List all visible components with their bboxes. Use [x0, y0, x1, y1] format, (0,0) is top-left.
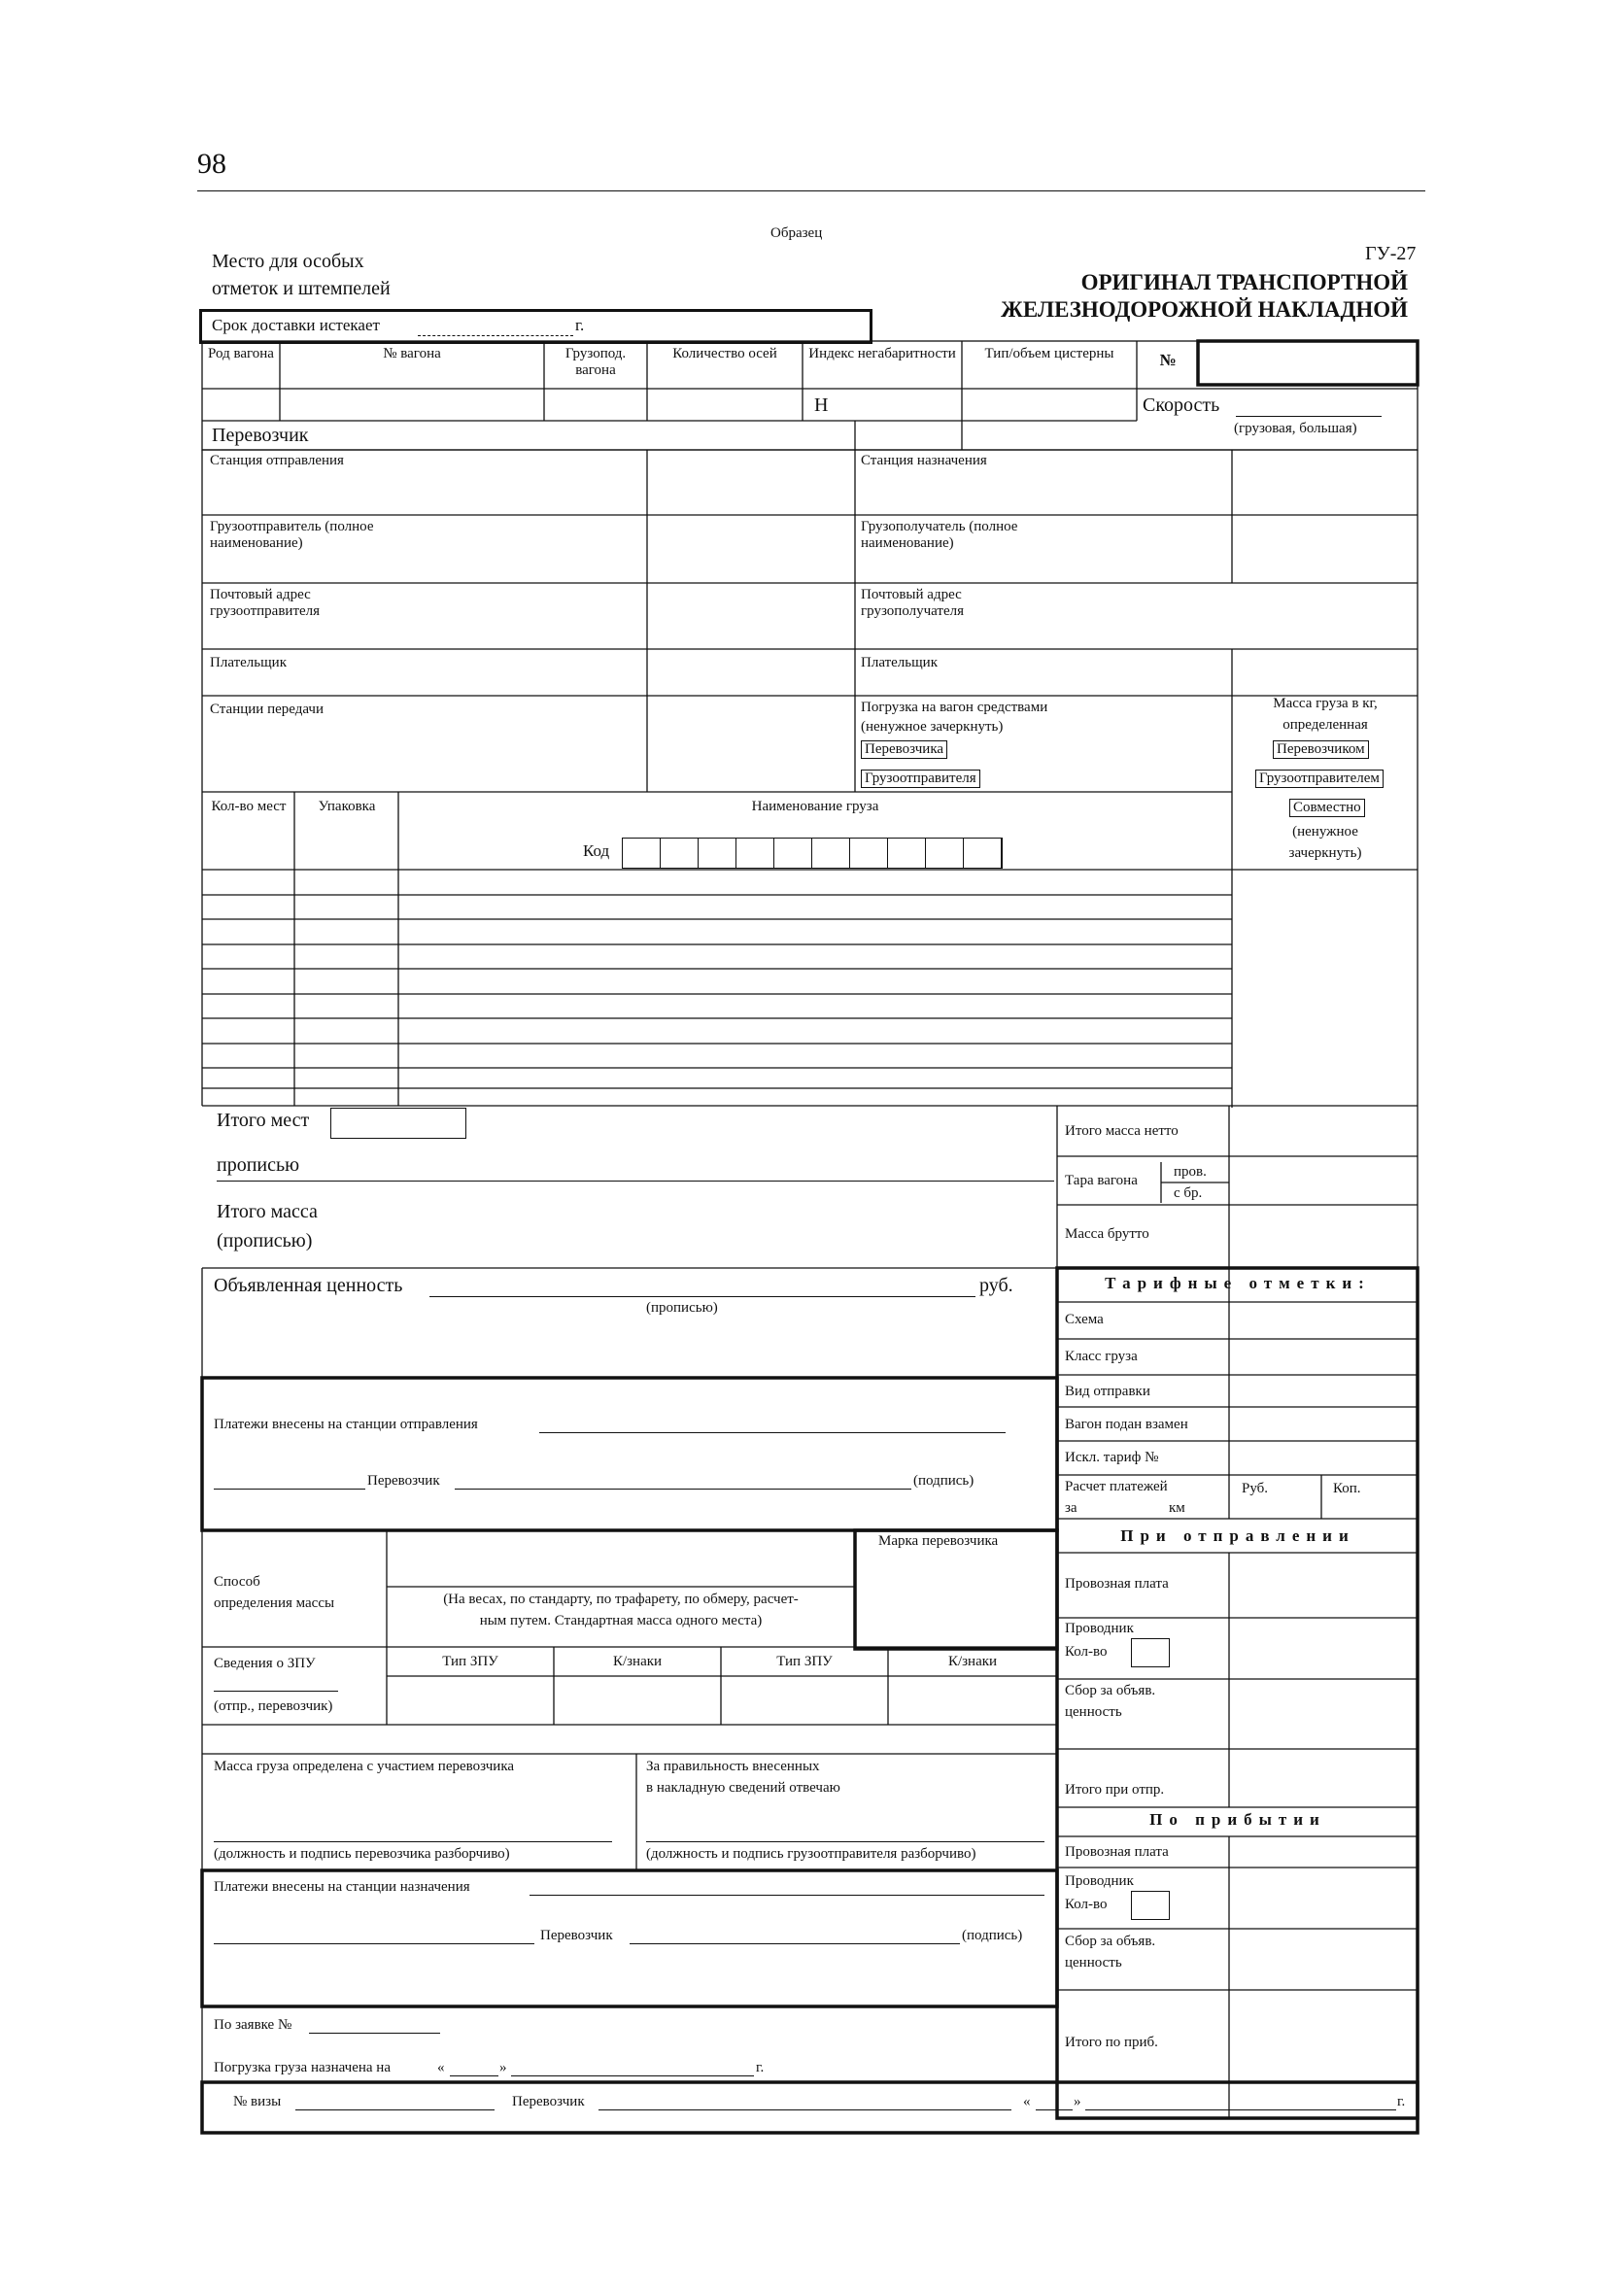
visa-day-field[interactable]: [1036, 2109, 1073, 2110]
total-places-words: прописью: [217, 1154, 300, 1176]
col-places: Кол-во мест: [211, 799, 287, 814]
payer-right-label: Плательщик: [861, 655, 938, 670]
loading-by-line1: Погрузка на вагон средствами: [861, 700, 1048, 715]
tariff-scheme: Схема: [1065, 1312, 1104, 1327]
tariff-value-fee-arrival-line2: ценность: [1065, 1955, 1122, 1970]
conductor-count-box[interactable]: [1131, 1638, 1170, 1667]
speed-field[interactable]: [1236, 416, 1382, 417]
tariff-freight-charge-arrival: Провозная плата: [1065, 1844, 1169, 1860]
payments-destination-label: Платежи внесены на станции назначения: [214, 1879, 470, 1895]
invoice-number-label: №: [1159, 351, 1177, 369]
invoice-number-field[interactable]: [1202, 345, 1414, 381]
declared-value-words: (прописью): [646, 1300, 718, 1316]
tare-checked: пров.: [1174, 1164, 1207, 1180]
loading-carrier-option[interactable]: Перевозчика: [861, 740, 947, 759]
payments-destination-field[interactable]: [530, 1895, 1044, 1896]
loading-year: г.: [756, 2060, 765, 2075]
seals-field[interactable]: [214, 1691, 338, 1692]
sample-label: Образец: [770, 225, 823, 241]
declared-value-label: Объявленная ценность: [214, 1275, 403, 1296]
form-code: ГУ-27: [1365, 243, 1417, 264]
total-places-label: Итого мест: [217, 1110, 310, 1131]
payments-destination-date-field[interactable]: [214, 1943, 534, 1944]
mass-by-joint-option[interactable]: Совместно: [1289, 799, 1365, 817]
title-line2: ЖЕЛЕЗНОДОРОЖНОЙ НАКЛАДНОЙ: [1001, 297, 1408, 322]
payments-departure-field[interactable]: [539, 1432, 1006, 1433]
col-tank-type: Тип/объем цистерны: [984, 346, 1114, 361]
mass-by-note2: зачеркнуть): [1288, 845, 1362, 861]
mass-method-line1: Способ: [214, 1574, 260, 1590]
seal-signs-1: К/знаки: [612, 1654, 663, 1669]
payments-departure-date-field[interactable]: [214, 1489, 365, 1490]
shipper-signature-field[interactable]: [646, 1841, 1044, 1842]
tariff-value-fee-arrival-line1: Сбор за объяв.: [1065, 1934, 1156, 1949]
delivery-deadline-label: Срок доставки истекает: [212, 316, 380, 334]
col-wagon-kind: Род вагона: [208, 346, 274, 361]
conductor-count-box-arrival[interactable]: [1131, 1891, 1170, 1920]
tariff-at-departure: При отправлении: [1120, 1526, 1355, 1545]
mass-by-shipper-option[interactable]: Грузоотправителем: [1255, 770, 1384, 788]
shipper-signature-label: (должность и подпись грузоотправителя разборчиво): [646, 1846, 976, 1862]
total-mass-label: Итого масса: [217, 1201, 318, 1222]
departure-station-label: Станция отправления: [210, 453, 344, 468]
tariff-kop: Коп.: [1333, 1481, 1361, 1496]
visa-number-label: № визы: [233, 2094, 282, 2109]
loading-by-line2: (ненужное зачеркнуть): [861, 719, 1004, 735]
speed-note: (грузовая, большая): [1234, 421, 1357, 436]
by-request-field[interactable]: [309, 2033, 440, 2034]
mass-by-note1: (ненужное: [1292, 824, 1358, 840]
tariff-cargo-class: Класс груза: [1065, 1349, 1138, 1364]
mass-method-hint2: ным путем. Стандартная масса одного места): [479, 1613, 763, 1628]
payments-destination-carrier-field[interactable]: [630, 1943, 960, 1944]
tariff-heading: Тарифные отметки:: [1105, 1274, 1371, 1292]
tariff-quantity: Кол-во: [1065, 1644, 1108, 1660]
tariff-calc-line1: Расчет платежей: [1065, 1479, 1168, 1494]
transfer-stations-label: Станции передачи: [210, 702, 324, 717]
mass-by-carrier-option[interactable]: Перевозчиком: [1273, 740, 1369, 759]
carrier-signature-field[interactable]: [214, 1841, 612, 1842]
oversize-value: Н: [814, 394, 829, 416]
payments-destination-carrier: Перевозчик: [540, 1928, 613, 1943]
shipper-address-label: Почтовый адрес грузоотправителя: [210, 587, 321, 619]
visa-carrier-field[interactable]: [598, 2109, 1011, 2110]
visa-month-field[interactable]: [1085, 2109, 1396, 2110]
total-places-field[interactable]: [330, 1108, 466, 1139]
visa-carrier-label: Перевозчик: [512, 2094, 585, 2109]
carrier-signature-label: (должность и подпись перевозчика разборчиво): [214, 1846, 510, 1862]
tariff-calc-line2: за: [1065, 1500, 1077, 1516]
stamps-note-line2: отметок и штемпелей: [212, 278, 391, 299]
loading-shipper-option[interactable]: Грузоотправителя: [861, 770, 980, 788]
payments-departure-signature: (подпись): [913, 1473, 974, 1489]
tariff-value-fee-line1: Сбор за объяв.: [1065, 1683, 1156, 1698]
seal-signs-2: К/знаки: [947, 1654, 998, 1669]
tariff-value-fee-line2: ценность: [1065, 1704, 1122, 1720]
tariff-dispatch-type: Вид отправки: [1065, 1384, 1150, 1399]
col-capacity: Грузопод. вагона: [564, 346, 627, 378]
speed-label: Скорость: [1143, 394, 1220, 416]
seal-type-2: Тип ЗПУ: [776, 1654, 833, 1669]
gross-mass-label: Масса брутто: [1065, 1226, 1149, 1242]
by-request-label: По заявке №: [214, 2017, 292, 2033]
payer-left-label: Плательщик: [210, 655, 287, 670]
net-mass-label: Итого масса нетто: [1065, 1123, 1179, 1139]
visa-date-open: «: [1023, 2094, 1031, 2109]
tariff-quantity-arrival: Кол-во: [1065, 1897, 1108, 1912]
payments-departure-label: Платежи внесены на станции отправления: [214, 1417, 478, 1432]
tariff-freight-charge: Провозная плата: [1065, 1576, 1169, 1592]
mass-by-carrier-text: Масса груза определена с участием перевозчика: [214, 1759, 515, 1774]
mass-method-line2: определения массы: [214, 1595, 335, 1611]
destination-station-label: Станция назначения: [861, 453, 987, 468]
loading-scheduled-label: Погрузка груза назначена на: [214, 2060, 391, 2075]
total-mass-words: (прописью): [217, 1230, 313, 1251]
year-suffix: г.: [575, 316, 585, 334]
col-axles: Количество осей: [672, 346, 777, 361]
tariff-conductor-arrival: Проводник: [1065, 1873, 1134, 1889]
payments-departure-carrier: Перевозчик: [367, 1473, 440, 1489]
loading-month-field[interactable]: [511, 2075, 754, 2076]
seal-type-1: Тип ЗПУ: [442, 1654, 498, 1669]
loading-date-close: »: [499, 2060, 507, 2075]
mass-by-line2: определенная: [1282, 717, 1368, 733]
mass-method-hint1: (На весах, по стандарту, по трафарету, по обмеру, расчет-: [443, 1592, 799, 1607]
title-line1: ОРИГИНАЛ ТРАНСПОРТНОЙ: [1080, 270, 1408, 294]
carrier-label: Перевозчик: [212, 425, 309, 446]
consignee-label: Грузополучатель (полное наименование): [861, 519, 1018, 551]
stamps-note-line1: Место для особых: [212, 251, 364, 272]
page-number: 98: [197, 148, 226, 180]
seals-label: Сведения о ЗПУ: [214, 1656, 316, 1671]
correctness-line2: в накладную сведений отвечаю: [646, 1780, 840, 1796]
tariff-at-arrival: По прибытии: [1149, 1810, 1326, 1829]
tariff-rub: Руб.: [1242, 1481, 1269, 1496]
total-places-words-line[interactable]: [217, 1181, 1054, 1182]
payments-destination-signature: (подпись): [962, 1928, 1023, 1943]
visa-date-close: »: [1074, 2094, 1081, 2109]
col-wagon-number: № вагона: [383, 346, 441, 361]
tare-label: Тара вагона: [1065, 1173, 1138, 1188]
correctness-line1: За правильность внесенных: [646, 1759, 820, 1774]
col-packing: Упаковка: [318, 799, 376, 814]
tariff-wagon-replaced: Вагон подан взамен: [1065, 1417, 1188, 1432]
declared-value-field[interactable]: [429, 1296, 975, 1297]
loading-day-field[interactable]: [450, 2075, 498, 2076]
loading-date-open: «: [437, 2060, 445, 2075]
col-oversize: Индекс негабаритности: [808, 346, 956, 361]
col-cargo-name: Наименование груза: [751, 799, 879, 814]
payments-departure-carrier-field[interactable]: [455, 1489, 911, 1490]
tariff-excl-tariff: Искл. тариф №: [1065, 1450, 1159, 1465]
tariff-total-departure: Итого при отпр.: [1065, 1782, 1165, 1798]
cargo-code-cells[interactable]: [622, 838, 1003, 869]
seals-sub: (отпр., перевозчик): [214, 1698, 333, 1714]
shipper-label: Грузоотправитель (полное наименование): [210, 519, 374, 551]
mass-by-line1: Масса груза в кг,: [1273, 696, 1378, 711]
consignee-address-label: Почтовый адрес грузополучателя: [861, 587, 965, 619]
tariff-conductor: Проводник: [1065, 1621, 1134, 1636]
tariff-calc-km: км: [1169, 1500, 1185, 1516]
tariff-total-arrival: Итого по приб.: [1065, 2035, 1158, 2050]
code-label: Код: [583, 841, 610, 860]
carrier-mark-label: Марка перевозчика: [878, 1533, 999, 1549]
visa-year: г.: [1397, 2094, 1406, 2109]
visa-number-field[interactable]: [295, 2109, 495, 2110]
declared-value-currency: руб.: [979, 1275, 1013, 1296]
tare-stencil: с бр.: [1174, 1185, 1203, 1201]
